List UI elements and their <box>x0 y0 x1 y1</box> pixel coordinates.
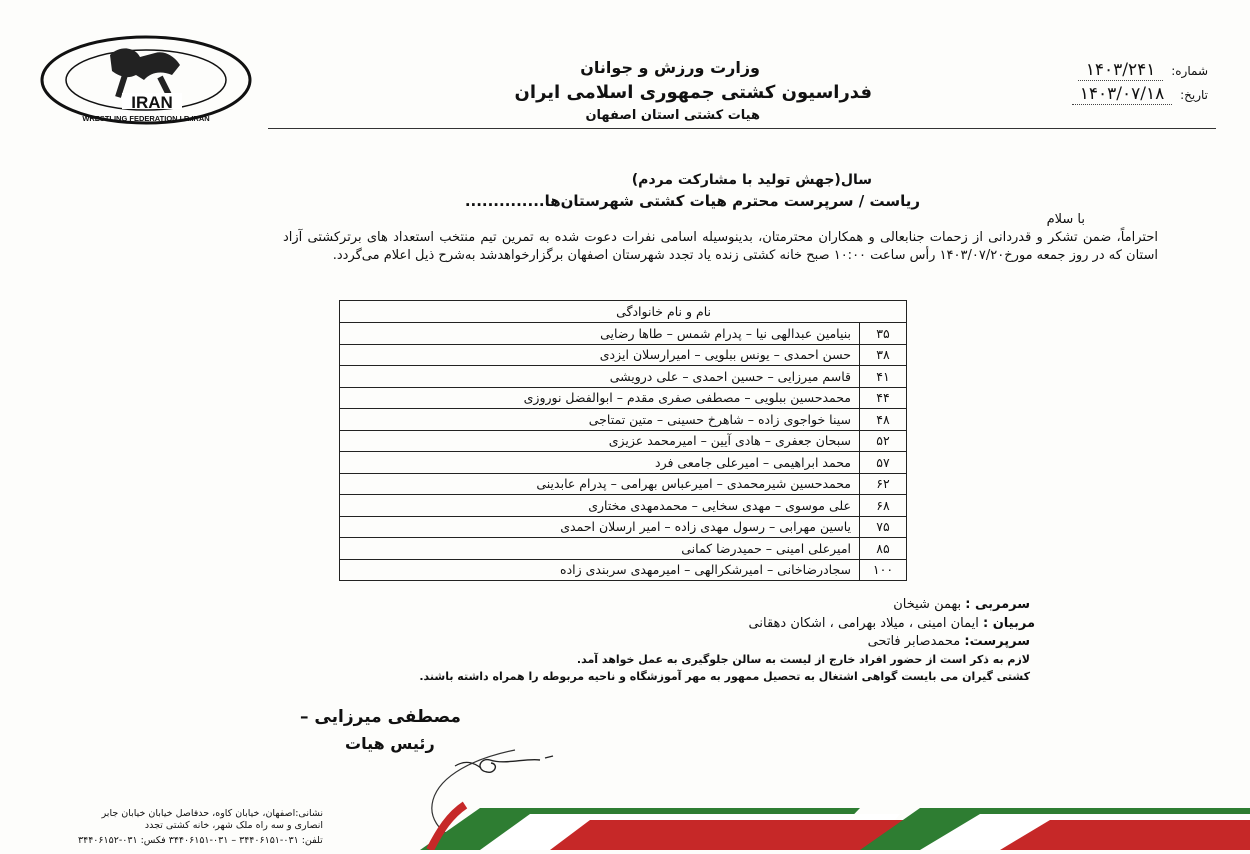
header-divider <box>268 128 1216 129</box>
weight-class: ۸۵ <box>860 538 907 560</box>
weight-class: ۳۸ <box>860 344 907 366</box>
table-row <box>340 344 907 366</box>
wrestler-names: سجادرضاخانی – امیرشکرالهی – امیرمهدی سربندی زاده <box>340 559 860 581</box>
weight-class: ۴۴ <box>860 387 907 409</box>
wrestler-names: حسن احمدی – یونس ببلویی – امیرارسلان ایزدی <box>340 344 860 366</box>
federation-title: فدراسیون کشتی جمهوری اسلامی ایران <box>514 82 872 103</box>
letter-number <box>1078 60 1208 80</box>
wrestler-names: یاسین مهرابی – رسول مهدی زاده – امیر ارسلان احمدی <box>340 516 860 538</box>
wrestler-names: امیرعلی امینی – حمیدرضا کمانی <box>340 538 860 560</box>
ministry-title: وزارت ورزش و جوانان <box>580 58 760 77</box>
table-row <box>340 387 907 409</box>
footer-phones: تلفن: ۰۳۱-۳۴۴۰۶۱۵۱ – ۰۳۱-۳۴۴۰۶۱۵۱ فکس: ۰۳۱-۳۴۴۰۶۱۵۲ <box>78 835 323 846</box>
coach-name: بهمن شیخان <box>893 597 962 612</box>
signatory-name: مصطفی میرزایی – <box>300 707 461 727</box>
weight-class: ۵۲ <box>860 430 907 452</box>
team-supervisor <box>868 634 1030 649</box>
letter-date <box>1072 84 1208 104</box>
wrestler-names: سبحان جعفری – هادی آیین – امیرمحمد عزیزی <box>340 430 860 452</box>
board-title: هیات کشتی استان اصفهان <box>585 108 760 123</box>
footer-address: نشانی:اصفهان، خیابان کاوه، حدفاصل خیابان خیابان جابر انصاری و سه راه ملک شهر، خانه کشتی تجدد <box>101 808 323 831</box>
table-row <box>340 473 907 495</box>
year-slogan: سال(جهش تولید با مشارکت مردم) <box>631 172 872 188</box>
federation-logo <box>40 35 252 125</box>
decorative-stripes <box>300 800 1250 850</box>
table-header: نام و نام خانوادگی <box>340 301 907 323</box>
number-value: ۱۴۰۳/۲۴۱ <box>1078 60 1164 81</box>
weight-class: ۴۱ <box>860 366 907 388</box>
weight-class: ۳۵ <box>860 323 907 345</box>
wrestler-names: بنیامین عبدالهی نیا – پدرام شمس – طاها رضایی <box>340 323 860 345</box>
note-attendance: لازم به ذکر است از حضور افراد خارج از لیست به سالن جلوگیری به عمل خواهد آمد. <box>576 653 1030 666</box>
date-label: تاریخ: <box>1180 88 1208 102</box>
date-value: ۱۴۰۳/۰۷/۱۸ <box>1072 84 1173 105</box>
wrestler-names: محمدحسین ببلویی – مصطفی صفری مقدم – ابوالفضل نوروزی <box>340 387 860 409</box>
wrestler-names: قاسم میرزایی – حسین احمدی – علی درویشی <box>340 366 860 388</box>
greeting: با سلام <box>1046 212 1085 227</box>
table-row <box>340 538 907 560</box>
logo-ring-text: WRESTLING FEDERATION I.R.IRAN <box>82 114 210 123</box>
trainers-names: ایمان امینی ، میلاد بهرامی ، اشکان دهقانی <box>748 616 979 631</box>
table-row <box>340 409 907 431</box>
invitees-table <box>339 300 907 581</box>
note-certificate: کشتی گیران می بایست گواهی اشتغال به تحصیل ممهور به مهر آموزشگاه و ناحیه مربوطه را همراه داشته باشند. <box>419 670 1030 683</box>
head-coach <box>893 597 1030 612</box>
weight-class: ۱۰۰ <box>860 559 907 581</box>
table-row <box>340 452 907 474</box>
coach-label: سرمربی : <box>965 597 1030 612</box>
wrestler-names: سینا خواجوی زاده – شاهرخ حسینی – متین تمتاجی <box>340 409 860 431</box>
signatory-title: رئیس هیات <box>345 734 435 753</box>
table-row <box>340 430 907 452</box>
table-row <box>340 495 907 517</box>
weight-class: ۶۲ <box>860 473 907 495</box>
weight-class: ۷۵ <box>860 516 907 538</box>
weight-class: ۵۷ <box>860 452 907 474</box>
trainers <box>749 616 1035 631</box>
wrestler-names: محمد ابراهیمی – امیرعلی جامعی فرد <box>340 452 860 474</box>
logo-iran-text: IRAN <box>131 93 173 112</box>
table-row <box>340 559 907 581</box>
number-label: شماره: <box>1171 64 1208 78</box>
supervisor-label: سرپرست: <box>964 634 1030 649</box>
body-paragraph: احتراماً، ضمن تشکر و قدردانی از زحمات جنابعالی و همکاران محترمتان، بدینوسیله اسامی نفرات دعوت شده به تمرین تیم منتخب استعداد های برترکشتی آزاد استان که در روز جمعه مورخ۱۴۰۳/۰۷/۲۰ رأس ساعت ۱۰:۰۰ صبح خانه کشتی زنده یاد تجدد شهرستان اصفهان برگزارخواهدشد به‌شرح ذیل اعلام می‌گردد. <box>283 230 1158 263</box>
weight-class: ۶۸ <box>860 495 907 517</box>
addressee: ریاست / سرپرست محترم هیات کشتی شهرستان‌ها.............. <box>464 192 920 210</box>
wrestler-names: علی موسوی – مهدی سخایی – محمدمهدی مختاری <box>340 495 860 517</box>
table-row <box>340 323 907 345</box>
table-row <box>340 366 907 388</box>
weight-class: ۴۸ <box>860 409 907 431</box>
table-row <box>340 516 907 538</box>
supervisor-name: محمدصابر فاتحی <box>867 634 961 649</box>
wrestler-names: محمدحسین شیرمحمدی – امیرعباس بهرامی – پدرام عابدینی <box>340 473 860 495</box>
trainers-label: مربیان : <box>982 616 1035 631</box>
